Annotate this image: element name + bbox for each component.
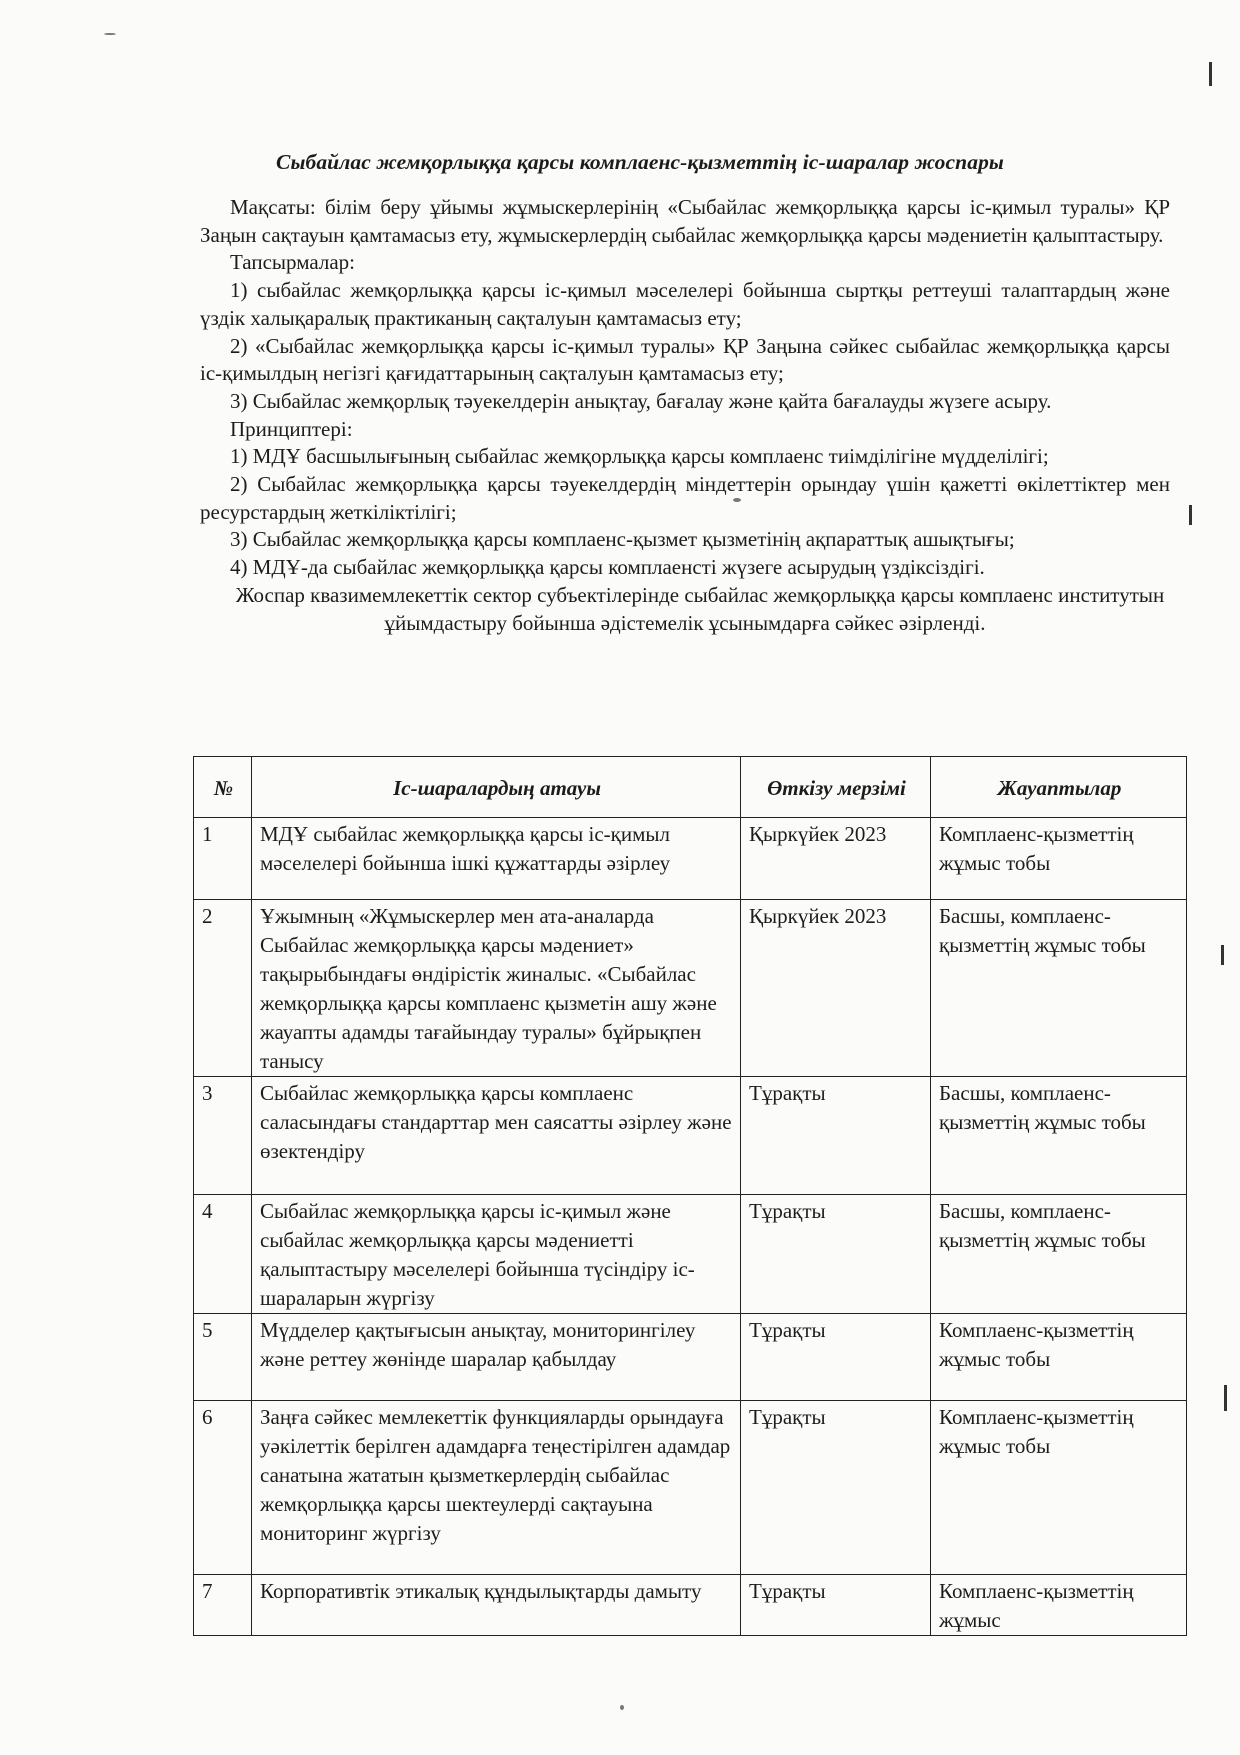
row-number: 2 [194,900,252,1077]
header-responsible: Жауаптылар [931,757,1187,818]
paragraph-principle-2: 2) Сыбайлас жемқорлыққа қарсы тәуекелдердің міндеттерін орындау үшін қажетті өкілеттіктер мен ресурстардың жеткіліктілігі; [200,472,1170,524]
row-activity: МДҰ сыбайлас жемқорлыққа қарсы іс-қимыл мәселелері бойынша ішкі құжаттарды әзірлеу [252,818,741,900]
row-deadline: Тұрақты [741,1077,931,1195]
paragraph-principle-4: 4) МДҰ-да сыбайлас жемқорлыққа қарсы комплаенсті жүзеге асырудың үздіксіздігі. [230,555,985,580]
table-row [194,1575,1187,1636]
row-deadline: Тұрақты [741,1401,931,1575]
row-responsible: Басшы, комплаенс-қызметтің жұмыс тобы [931,900,1187,1077]
paragraph-goal: Мақсаты: білім беру ұйымы жұмыскерлерінің «Сыбайлас жемқорлыққа қарсы іс-қимыл туралы» ҚР Заңын сақтауын қамтамасыз ету, жұмыскерлердің сыбайлас жемқорлыққа қарсы мәдениетін қалыптастыру. [200,195,1170,247]
row-responsible: Комплаенс-қызметтің жұмыс тобы [931,1401,1187,1575]
row-deadline: Қыркүйек 2023 [741,818,931,900]
row-activity: Корпоративтік этикалық құндылықтарды дамыту [252,1575,741,1636]
paragraph-tasks-heading: Тапсырмалар: [230,250,355,275]
paragraph-plan-basis: Жоспар квазимемлекеттік сектор субъектілерінде сыбайлас жемқорлыққа қарсы комплаенс институтын ұйымдастыру бойынша әдістемелік ұсынымдарға сәйкес әзірленді. [235,582,1165,635]
paragraph-task-3: 3) Сыбайлас жемқорлық тәуекелдерін анықтау, бағалау және қайта бағалауды жүзеге асыру. [230,388,1052,413]
scan-speck [104,33,116,35]
table-header-row [194,757,1187,818]
row-activity: Сыбайлас жемқорлыққа қарсы комплаенс саласындағы стандарттар мен саясатты әзірлеу және өзектендіру [252,1077,741,1195]
paragraph-principles-heading: Принциптері: [230,416,353,441]
row-activity: Мүдделер қақтығысын анықтау, мониторингілеу және реттеу жөнінде шаралар қабылдау [252,1314,741,1401]
paragraph-task-2: 2) «Сыбайлас жемқорлыққа қарсы іс-қимыл туралы» ҚР Заңына сәйкес сыбайлас жемқорлыққа қарсы іс-қимылдың негізгі қағидаттарының сақталуын қамтамасыз ету; [200,333,1170,386]
intro-text [200,194,1170,637]
row-activity: Сыбайлас жемқорлыққа қарсы іс-қимыл және сыбайлас жемқорлыққа қарсы мәдениетті қалыптастыру мәселелері бойынша түсіндіру іс-шараларын жүргізу [252,1195,741,1314]
table-row [194,1401,1187,1575]
row-number: 4 [194,1195,252,1314]
row-deadline: Тұрақты [741,1575,931,1636]
row-responsible: Комплаенс-қызметтің жұмыс тобы [931,818,1187,900]
paragraph-principle-1: 1) МДҰ басшылығының сыбайлас жемқорлыққа қарсы комплаенс тиімділігіне мүдделілігі; [230,444,1049,469]
header-activity: Іс-шаралардың атауы [252,757,741,818]
row-deadline: Қыркүйек 2023 [741,900,931,1077]
paragraph-principle-3: 3) Сыбайлас жемқорлыққа қарсы комплаенс-қызмет қызметінің ақпараттық ашықтығы; [230,527,1015,552]
scan-mark [1209,62,1212,86]
row-number: 3 [194,1077,252,1195]
document-title: Сыбайлас жемқорлыққа қарсы комплаенс-қызметтің іс-шаралар жоспары [276,150,1004,174]
header-deadline: Өткізу мерзімі [741,757,931,818]
header-number: № [194,757,252,818]
row-responsible: Басшы, комплаенс-қызметтің жұмыс тобы [931,1195,1187,1314]
scan-mark [1221,945,1224,965]
paragraph-task-1: 1) сыбайлас жемқорлыққа қарсы іс-қимыл мәселелері бойынша сыртқы реттеуші талаптардың және үздік халықаралық практиканың сақталуын қамтамасыз ету; [200,278,1170,330]
table-row [194,1195,1187,1314]
row-activity: Ұжымның «Жұмыскерлер мен ата-аналарда Сыбайлас жемқорлыққа қарсы мәдениет» тақырыбындағы өндірістік жиналыс. «Сыбайлас жемқорлыққа қарсы комплаенс қызметін ашу және жауапты адамды тағайындау туралы» бұйрықпен танысу [252,900,741,1077]
table-row [194,1314,1187,1401]
row-deadline: Тұрақты [741,1314,931,1401]
table-row [194,900,1187,1077]
row-responsible: Комплаенс-қызметтің жұмыс [931,1575,1187,1636]
row-responsible: Комплаенс-қызметтің жұмыс тобы [931,1314,1187,1401]
table-row [194,1077,1187,1195]
row-number: 6 [194,1401,252,1575]
row-responsible: Басшы, комплаенс-қызметтің жұмыс тобы [931,1077,1187,1195]
row-number: 5 [194,1314,252,1401]
scan-speck [620,1705,624,1710]
activities-table [193,756,1187,1636]
table-row [194,818,1187,900]
row-deadline: Тұрақты [741,1195,931,1314]
scan-mark [1224,1385,1227,1411]
row-number: 7 [194,1575,252,1636]
scan-mark [1189,505,1192,525]
row-activity: Заңға сәйкес мемлекеттік функцияларды орындауға уәкілеттік берілген адамдарға теңестірілген адамдар санатына жататын қызметкерлердің сыбайлас жемқорлыққа қарсы шектеулерді сақтауына мониторинг жүргізу [252,1401,741,1575]
row-number: 1 [194,818,252,900]
